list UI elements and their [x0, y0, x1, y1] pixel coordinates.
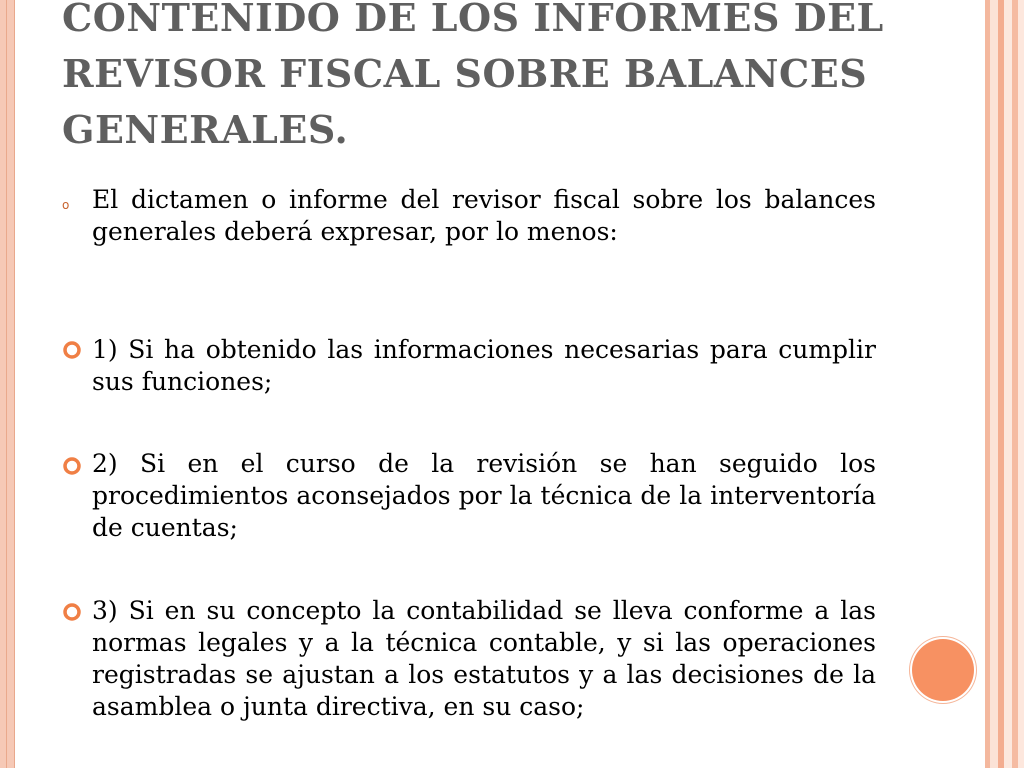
list-item: 3) Si en su concepto la contabilidad se lleva conforme a las normas legales y a la técnica contable, y si las operaciones registradas se ajustan a los estatutos y a las decisiones de la asamblea o junta directiva, en su caso;	[92, 596, 876, 721]
right-border-decoration	[982, 0, 1024, 768]
small-bullet-icon: o	[62, 198, 70, 212]
orange-circle-decoration	[912, 639, 974, 701]
slide-title: CONTENIDO DE LOS INFORMES DEL REVISOR FISCAL SOBRE BALANCES GENERALES.	[62, 0, 884, 152]
circle-bullet-icon	[62, 340, 82, 360]
left-border-decoration	[0, 0, 15, 768]
circle-bullet-icon	[62, 602, 82, 622]
list-item: 2) Si en el curso de la revisión se han seguido los procedimientos aconsejados por la técnica de la interventoría de cuentas;	[92, 449, 876, 542]
intro-paragraph: El dictamen o informe del revisor fiscal sobre los balances generales deberá expresar, por lo menos:	[92, 185, 876, 246]
circle-bullet-icon	[62, 456, 82, 476]
list-item: 1) Si ha obtenido las informaciones necesarias para cumplir sus funciones;	[92, 335, 876, 396]
